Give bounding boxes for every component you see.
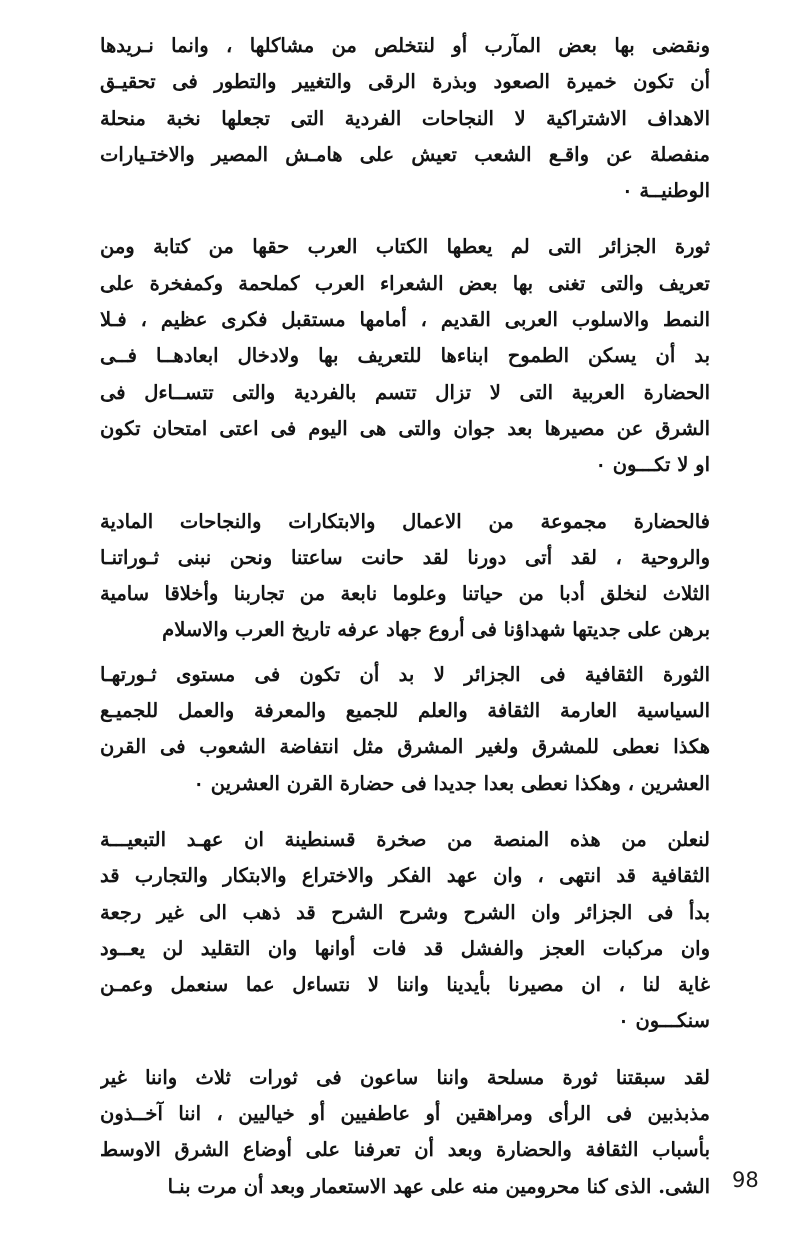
paragraph — [100, 822, 710, 1040]
text-line: سنكـــون ٠ — [618, 1009, 710, 1033]
text-line: الشرق عن مصيرها بعد جوان والتى هى اليوم فى اعتى امتحان تكون — [100, 416, 710, 440]
text-line: الاهداف الاشتراكية لا النجاحات الفردية التى تجعلها نخبة منحلة — [100, 106, 710, 130]
text-line: الثقافية قد انتهى ، وان عهد الفكر والاختراع والابتكار والتجارب قد — [100, 864, 710, 888]
paragraph — [100, 504, 710, 649]
text-line: الثورة الثقافية فى الجزائر لا بد أن تكون فى مستوى ثـورتهـا — [100, 662, 710, 686]
text-line: الوطنيــة ٠ — [622, 179, 710, 203]
text-line: لنعلن من هذه المنصة من صخرة قسنطينة ان عهـد التبعيـــة — [100, 827, 710, 851]
text-line: وان مركبات العجز والفشل قد فات أوانها وان التقليد لن يعــود — [100, 936, 710, 960]
text-line: ونقضى بها بعض المآرب أو لنتخلص من مشاكلها ، وانما نـريدها — [100, 34, 710, 57]
text-line: الحضارة العربية التى لا تزال تتسم بالفردية والتى تتســاءل فى — [100, 380, 710, 404]
text-line: السياسية العارمة الثقافة والعلم للجميع والمعرفة والعمل للجميـع — [100, 699, 710, 723]
text-line: هكذا نعطى للمشرق ولغير المشرق مثل انتفاضة الشعوب فى القرن — [100, 735, 710, 759]
text-line: برهن على جديتها شهداؤنا فى أروع جهاد عرفه تاريخ العرب والاسلام — [162, 618, 710, 642]
text-line: الشى. الذى كنا محرومين منه على عهد الاستعمار وبعد أن مرت بنـا — [167, 1174, 710, 1198]
text-line: منفصلة عن واقـع الشعب تعيش على هامـش المصير والاختـيارات — [100, 142, 710, 166]
paragraph — [100, 657, 710, 802]
text-line: لقد سبقتنا ثورة مسلحة واننا ساعون فى ثورات ثلاث واننا غير — [100, 1065, 710, 1089]
text-line: غاية لنا ، ان مصيرنا بأيدينا واننا لا نتساءل عما سنعمل وعمـن — [100, 973, 710, 997]
paragraph — [100, 1060, 710, 1205]
text-line: بد أن يسكن الطموح ابناءها للتعريف بها ولادخال ابعادهــا فــى — [100, 344, 710, 368]
text-line: والروحية ، لقد أتى دورنا لقد حانت ساعتنا ونحن نبنى ثـوراتنـا — [100, 545, 710, 569]
text-line: مذبذبين فى الرأى ومراهقين أو عاطفيين أو خياليين ، اننا آخــذون — [100, 1102, 710, 1126]
text-line: تعريف والتى تغنى بها بعض الشعراء العرب كملحمة وكمفخرة على — [100, 271, 710, 295]
text-line: النمط والاسلوب العربى القديم ، أمامها مستقبل فكرى عظيم ، فـلا — [100, 308, 710, 332]
text-line: بأسباب الثقافة والحضارة وبعد أن تعرفنا على أوضاع الشرق الاوسط — [100, 1138, 710, 1162]
text-line: ثورة الجزائر التى لم يعطها الكتاب العرب حقها من كتابة ومن — [100, 235, 710, 259]
text-line: بدأ فى الجزائر وان الشرح وشرح الشرح قد ذهب الى غير رجعة — [100, 900, 710, 924]
text-line: الثلاث لنخلق أدبا من حياتنا وعلوما نابعة من تجاربنا وأخلاقا سامية — [100, 582, 710, 606]
page-number: 98 — [732, 1168, 759, 1192]
paragraph — [100, 28, 710, 209]
text-line: العشرين ، وهكذا نعطى بعدا جديدا فى حضارة القرن العشرين ٠ — [193, 771, 710, 795]
paragraph — [100, 229, 710, 483]
text-line: أن تكون خميرة الصعود وبذرة الرقى والتغيير والتطور فى تحقيـق — [100, 70, 710, 94]
text-line: او لا تكـــون ٠ — [595, 453, 710, 477]
body-text — [100, 28, 710, 1205]
text-line: فالحضارة مجموعة من الاعمال والابتكارات والنجاحات المادية — [100, 509, 710, 533]
